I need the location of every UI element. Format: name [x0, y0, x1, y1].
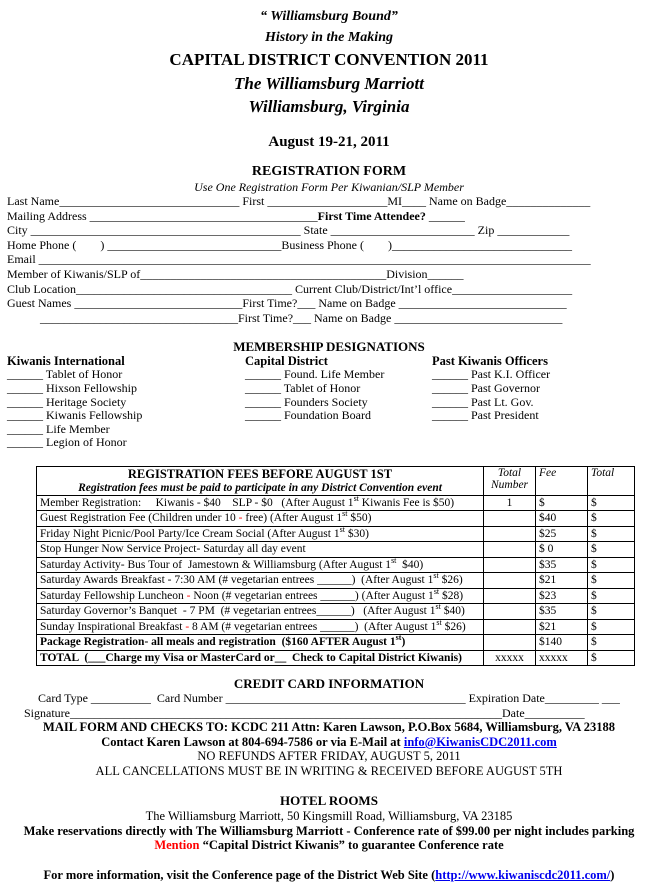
card-type-number-expiration-line: Card Type __________ Card Number ________________________________________ Expiration Date_________ ___ [38, 691, 620, 706]
contact-text: Contact Karen Lawson at 804-694-7586 or via E-Mail at [101, 734, 404, 749]
fee-row-total-number [484, 619, 536, 635]
form-field-label: Club Location____________________________________ Current Club/District/Int’l office____________________ [7, 281, 573, 296]
membership-item: ______ Past Lt. Gov. [432, 394, 534, 409]
membership-item: ______ Past Governor [432, 380, 540, 395]
form-line-1 [0, 194, 658, 209]
fee-table-row [37, 588, 635, 604]
fee-row-total-number: xxxxx [484, 650, 536, 666]
fees-table-subtitle: Registration fees must be paid to participate in any District Convention event [78, 481, 442, 494]
fee-row-fee: $21 [536, 619, 588, 635]
fee-row-description [37, 650, 484, 666]
form-field-label: _________________________________First Time?___ Name on Badge ____________________________ [40, 310, 563, 325]
fee-row-description [37, 526, 484, 542]
red-dash: - [185, 620, 190, 633]
registration-form-fields [0, 194, 658, 325]
form-field-label: Last Name______________________________ First ____________________MI____ Name on Badge______________ [7, 194, 591, 208]
form-field-label: Business Phone ( )______________________________ [281, 237, 572, 252]
fee-row-total: $ [588, 635, 635, 651]
fee-row-description [37, 542, 484, 558]
mention-text: “Capital District Kiwanis” to guarantee Conference rate [199, 838, 504, 853]
fee-row-total-number [484, 588, 536, 604]
fee-row-total-number [484, 542, 536, 558]
refund-policy: NO REFUNDS AFTER FRIDAY, AUGUST 5, 2011 [197, 749, 461, 764]
district-website-link[interactable]: http://www.kiwaniscdc2011.com/ [435, 867, 611, 882]
membership-item: ______ Legion of Honor [7, 435, 127, 450]
form-field-label: Email ____________________________________________________________________________________________ [7, 252, 591, 267]
form-field-label: Mailing Address ______________________________________ [7, 208, 318, 223]
fee-row-total: $ [588, 495, 635, 511]
membership-designations-title: MEMBERSHIP DESIGNATIONS [233, 339, 425, 355]
form-field-label: ______ [425, 208, 465, 223]
fee-row-total-number [484, 604, 536, 620]
column-header-total: Total [588, 466, 635, 495]
form-field-label: Home Phone ( ) _____________________________ [7, 237, 282, 252]
contact-line [0, 735, 658, 750]
fee-row-text: 8 AM (# vegetarian entrees ______) (After August 1st $26) [189, 618, 466, 633]
membership-column-heading: Kiwanis International [7, 354, 125, 369]
fee-row-fee: $21 [536, 573, 588, 589]
fee-row-total: $ [588, 619, 635, 635]
fee-table-row [37, 557, 635, 573]
fee-table-row [37, 542, 635, 558]
fee-row-text: Saturday Fellowship Luncheon [40, 589, 187, 602]
fee-row-total-number: 1 [484, 495, 536, 511]
membership-column-heading: Capital District [245, 354, 328, 369]
fee-row-total: $ [588, 557, 635, 573]
membership-item: ______ Life Member [7, 421, 110, 436]
fees-table-title-cell [37, 466, 484, 495]
fee-row-fee: $25 [536, 526, 588, 542]
form-line-5 [0, 252, 658, 267]
red-dash: - [186, 589, 191, 602]
fee-table-row [37, 619, 635, 635]
fee-table-row [37, 650, 635, 666]
event-location: Williamsburg, Virginia [248, 97, 410, 116]
fee-row-text: Member Registration: Kiwanis - $40 SLP - $0 (After August 1st Kiwanis Fee is $50) [40, 494, 455, 509]
fee-row-fee: $ 0 [536, 542, 588, 558]
fee-row-total: $ [588, 588, 635, 604]
column-header-total-number: Total Number [484, 466, 536, 495]
signature-date-line: Signature________________________________________________________________________Date__________ [24, 705, 585, 720]
event-dates: August 19-21, 2011 [268, 134, 390, 150]
fee-row-fee: $ [536, 495, 588, 511]
fee-row-text: Saturday Governor’s Banquet - 7 PM (# vegetarian entrees______) (After August 1st $40) [40, 602, 465, 618]
fee-row-text: TOTAL (___Charge my Visa or MasterCard or__ Check to Capital District Kiwanis) [40, 651, 462, 664]
hotel-mention-line [0, 838, 658, 853]
membership-column [245, 354, 432, 450]
form-line-7 [0, 282, 658, 297]
membership-item: ______ Tablet of Honor [245, 380, 361, 395]
membership-item: ______ Past K.I. Officer [432, 367, 551, 382]
column-header-fee: Fee [536, 466, 588, 495]
fee-row-total: $ [588, 511, 635, 527]
fees-table-title: REGISTRATION FEES BEFORE AUGUST 1ST [127, 466, 393, 481]
info-text-suffix: ) [610, 867, 615, 882]
hotel-reservation-line: Make reservations directly with The Williamsburg Marriott - Conference rate of $99.00 per night includes parking [23, 823, 635, 838]
fee-row-text: Sunday Inspirational Breakfast [40, 620, 186, 633]
fee-row-text: Friday Night Picnic/Pool Party/Ice Cream Social (After August 1st $30) [40, 525, 369, 540]
form-line-2 [0, 209, 658, 224]
fee-row-description [37, 511, 484, 527]
cancellation-policy: ALL CANCELLATIONS MUST BE IN WRITING & RECEIVED BEFORE AUGUST 5TH [95, 763, 563, 778]
info-text-prefix: For more information, visit the Conference page of the District Web Site ( [43, 867, 436, 882]
fee-row-total: $ [588, 526, 635, 542]
membership-item: ______ Past President [432, 408, 539, 423]
more-information-line [0, 868, 658, 882]
fee-row-total-number [484, 635, 536, 651]
form-field-label: Guest Names ____________________________First Time?___ Name on Badge ____________________________ [7, 296, 567, 311]
membership-column-heading: Past Kiwanis Officers [432, 354, 548, 369]
fee-row-description [37, 495, 484, 511]
fee-row-total-number [484, 511, 536, 527]
fee-row-total: $ [588, 650, 635, 666]
event-venue: The Williamsburg Marriott [234, 74, 424, 93]
fee-row-description [37, 588, 484, 604]
mention-highlight: Mention [154, 838, 200, 853]
membership-item: ______ Tablet of Honor [7, 367, 123, 382]
form-line-4 [0, 238, 658, 253]
fee-table-row [37, 573, 635, 589]
membership-item: ______ Hixson Fellowship [7, 380, 138, 395]
fee-row-text: Guest Registration Fee (Children under 10 [40, 512, 239, 525]
fee-table-row [37, 495, 635, 511]
fee-row-text: Saturday Activity- Bus Tour of Jamestown & Williamsburg (After August 1st $40) [40, 556, 424, 571]
event-tagline: History in the Making [265, 30, 393, 45]
fee-row-description [37, 573, 484, 589]
form-line-6 [0, 267, 658, 282]
fee-row-description [37, 619, 484, 635]
form-line-3 [0, 223, 658, 238]
fee-row-total-number [484, 557, 536, 573]
fee-row-fee: xxxxx [536, 650, 588, 666]
fee-row-text: free) (After August 1st $50) [242, 509, 372, 525]
fee-row-description [37, 557, 484, 573]
fee-row-text: Noon (# vegetarian entrees ______) (After August 1st $28) [190, 587, 464, 602]
membership-item: ______ Found. Life Member [245, 367, 385, 382]
fees-table-header-row [37, 466, 635, 495]
fee-row-fee: $35 [536, 604, 588, 620]
membership-column [432, 354, 632, 450]
fee-row-fee: $23 [536, 588, 588, 604]
form-line-9 [0, 311, 658, 326]
fee-row-total: $ [588, 604, 635, 620]
credit-card-section-title: CREDIT CARD INFORMATION [233, 676, 425, 692]
hotel-address: The Williamsburg Marriott, 50 Kingsmill Road, Williamsburg, VA 23185 [145, 809, 513, 824]
fee-row-text: Stop Hunger Now Service Project- Saturday all day event [40, 543, 306, 556]
event-title: CAPITAL DISTRICT CONVENTION 2011 [169, 50, 489, 69]
fee-row-text: Saturday Awards Breakfast - 7:30 AM (# vegetarian entrees ______) (After August 1st $26) [40, 571, 463, 587]
event-slogan: “ Williamsburg Bound” [260, 9, 398, 24]
fee-table-row [37, 604, 635, 620]
form-field-label: Member of Kiwanis/SLP of_________________________________________Division______ [7, 266, 464, 281]
fee-row-text: Package Registration- all meals and registration ($160 AFTER August 1st) [40, 633, 406, 649]
fee-row-total: $ [588, 573, 635, 589]
fee-row-fee: $40 [536, 511, 588, 527]
form-field-label: City _____________________________________________ State ________________________ Zip ____________ [7, 223, 570, 238]
mail-instructions: MAIL FORM AND CHECKS TO: KCDC 211 Attn: Karen Lawson, P.O.Box 5684, Williamsburg, VA 23188 [43, 720, 615, 735]
fee-row-description [37, 635, 484, 651]
membership-item: ______ Foundation Board [245, 408, 371, 423]
fee-table-row [37, 635, 635, 651]
fee-row-fee: $35 [536, 557, 588, 573]
fee-row-total: $ [588, 542, 635, 558]
membership-item: ______ Founders Society [245, 394, 368, 409]
red-dash: - [238, 512, 243, 525]
fee-row-total-number [484, 526, 536, 542]
form-field-label-bold: First Time Attendee? [317, 208, 426, 223]
form-line-8 [0, 296, 658, 311]
membership-designations-columns [0, 354, 658, 450]
fee-row-description [37, 604, 484, 620]
fee-row-total-number [484, 573, 536, 589]
fee-table-row [37, 526, 635, 542]
document-header [0, 6, 658, 151]
registration-form-subtitle: Use One Registration Form Per Kiwanian/SLP Member [194, 180, 464, 194]
contact-email-link[interactable]: info@KiwanisCDC2011.com [403, 734, 557, 749]
membership-item: ______ Kiwanis Fellowship [7, 408, 143, 423]
registration-form-title: REGISTRATION FORM [251, 164, 407, 179]
registration-fees-table [36, 466, 635, 667]
fee-table-row [37, 511, 635, 527]
hotel-rooms-title: HOTEL ROOMS [280, 793, 378, 809]
membership-column [7, 354, 245, 450]
fee-row-fee: $140 [536, 635, 588, 651]
membership-item: ______ Heritage Society [7, 394, 127, 409]
